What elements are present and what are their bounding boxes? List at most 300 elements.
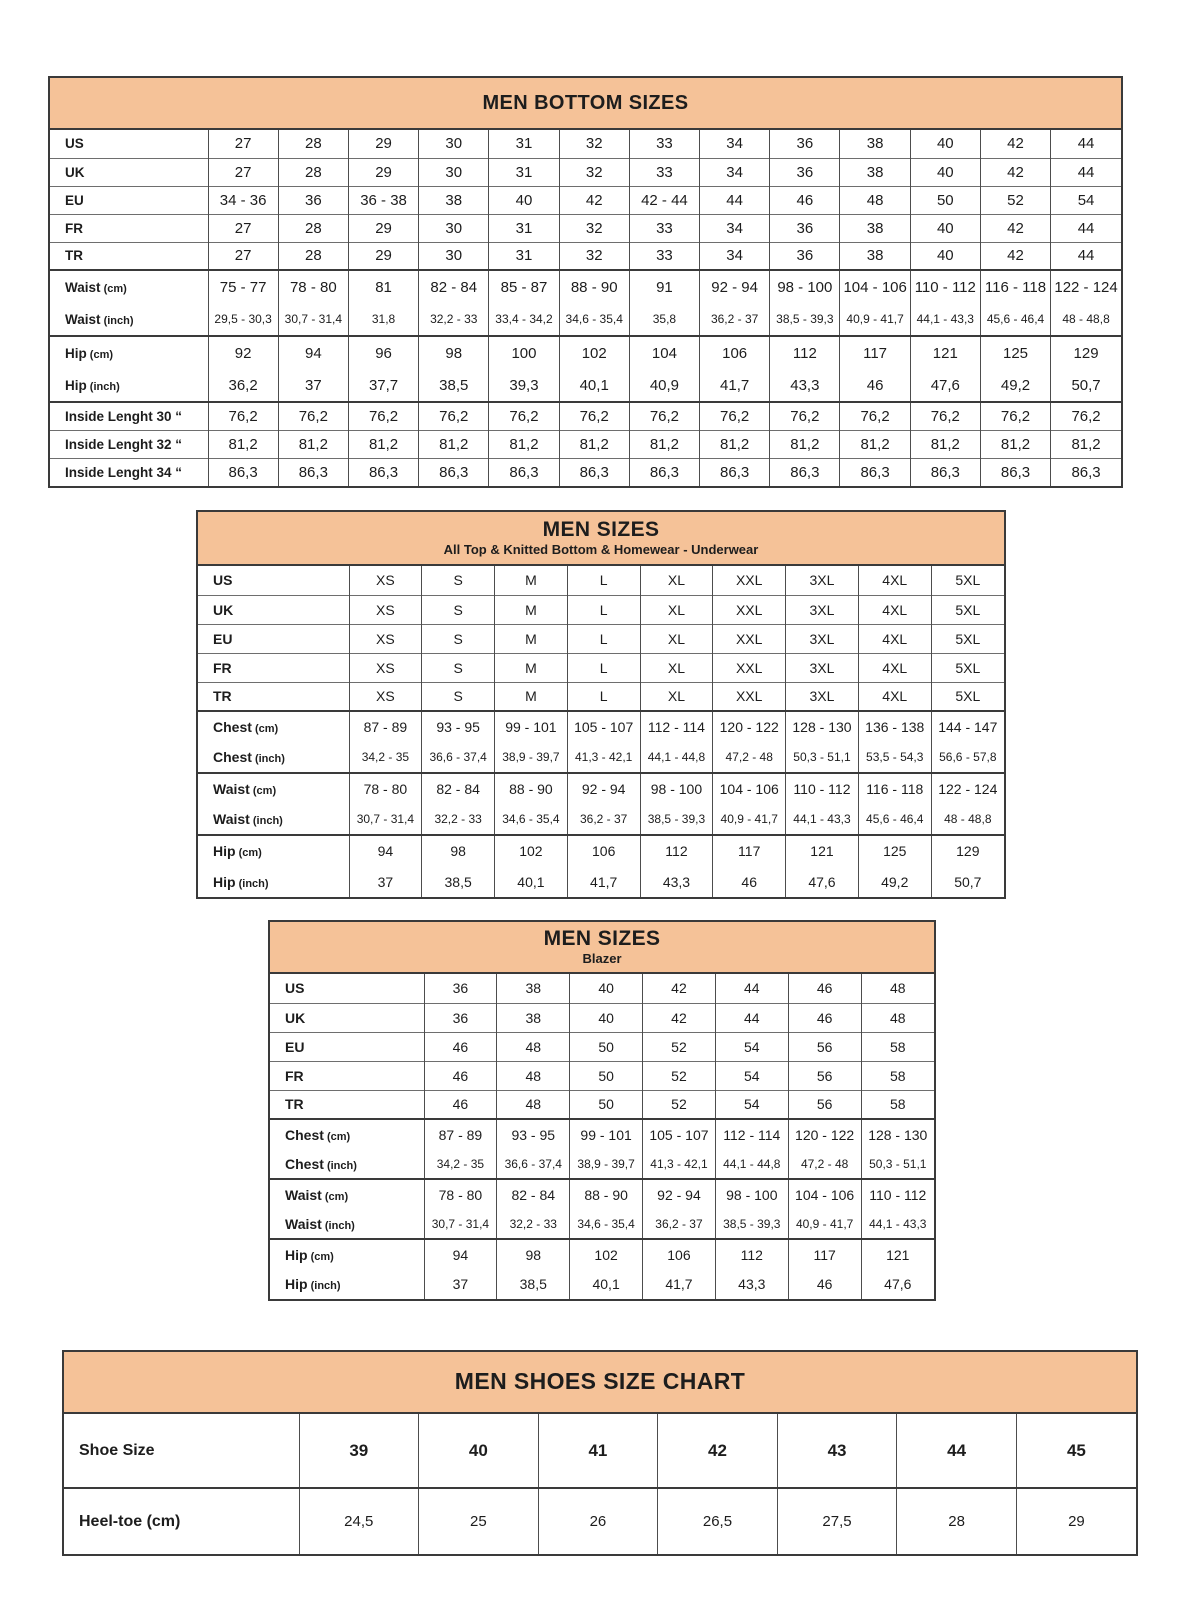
cell-value: 46	[713, 866, 786, 897]
cell-value: 87 - 89	[349, 711, 422, 742]
cell-value: 88 - 90	[559, 270, 629, 303]
cell-value: 44	[715, 1003, 788, 1032]
cell-value: 81,2	[419, 430, 489, 458]
row-label-unit: (cm)	[100, 282, 127, 295]
cell-value: 36,2 - 37	[700, 303, 770, 336]
cell-value: 29	[348, 130, 418, 158]
cell-value: 42	[658, 1414, 778, 1488]
cell-value: 54	[1051, 186, 1121, 214]
row-label-unit: (cm)	[321, 1190, 349, 1203]
cell-value: 121	[861, 1239, 934, 1269]
row-label: Waist (cm)	[50, 270, 208, 303]
table-row	[50, 402, 1121, 430]
cell-value: 40	[570, 974, 643, 1003]
cell-value: 48	[497, 1032, 570, 1061]
cell-value: 27	[208, 130, 278, 158]
cell-value: 76,2	[840, 402, 910, 430]
table-row	[50, 458, 1121, 486]
cell-value: XL	[640, 682, 713, 711]
cell-value: 122 - 124	[1051, 270, 1121, 303]
cell-value: 36	[278, 186, 348, 214]
cell-value: 32	[559, 242, 629, 270]
row-label: US	[285, 980, 305, 997]
cell-value: 40	[910, 214, 980, 242]
cell-value: 86,3	[910, 458, 980, 486]
cell-value: 78 - 80	[424, 1179, 497, 1209]
table-row	[198, 866, 1004, 897]
cell-value: M	[495, 595, 568, 624]
table-row	[270, 1239, 934, 1269]
table-title: MEN SIZES	[542, 518, 660, 542]
table-title: MEN SIZES	[543, 927, 661, 951]
cell-value: 38,5 - 39,3	[770, 303, 840, 336]
cell-value: 36,2 - 37	[567, 804, 640, 835]
row-label-unit: (inch)	[307, 1280, 341, 1292]
cell-value: 41,7	[700, 369, 770, 402]
cell-value: 82 - 84	[419, 270, 489, 303]
cell-value: 86,3	[419, 458, 489, 486]
cell-value: 44	[897, 1414, 1017, 1488]
cell-value: 39	[299, 1414, 419, 1488]
cell-value: 86,3	[559, 458, 629, 486]
row-label-unit: (inch)	[100, 314, 134, 327]
table-row	[270, 1119, 934, 1149]
cell-value: 76,2	[208, 402, 278, 430]
men-sizes-blazer-grid	[270, 974, 934, 1299]
cell-value: 32	[559, 130, 629, 158]
row-label: TR	[270, 1090, 424, 1119]
cell-value: 47,6	[861, 1269, 934, 1299]
cell-value: 122 - 124	[931, 773, 1004, 804]
cell-value: 76,2	[700, 402, 770, 430]
cell-value: 42	[643, 974, 716, 1003]
row-label-unit: (inch)	[86, 380, 120, 393]
men-sizes-tops-table	[196, 510, 1006, 899]
table-row	[270, 1061, 934, 1090]
cell-value: 56	[788, 1090, 861, 1119]
cell-value: 99 - 101	[570, 1119, 643, 1149]
cell-value: 92 - 94	[700, 270, 770, 303]
cell-value: 5XL	[931, 624, 1004, 653]
cell-value: 54	[715, 1032, 788, 1061]
cell-value: 27	[208, 242, 278, 270]
table-row	[270, 974, 934, 1003]
cell-value: 102	[559, 336, 629, 369]
men-bottom-sizes-grid	[50, 130, 1121, 486]
cell-value: 46	[424, 1032, 497, 1061]
cell-value: 33	[629, 214, 699, 242]
cell-value: 38	[840, 130, 910, 158]
table-row	[198, 742, 1004, 773]
cell-value: 38,5	[422, 866, 495, 897]
cell-value: 36,2	[208, 369, 278, 402]
cell-value: 33	[629, 130, 699, 158]
cell-value: 81,2	[348, 430, 418, 458]
cell-value: 50,7	[1051, 369, 1121, 402]
cell-value: 93 - 95	[422, 711, 495, 742]
table-row	[50, 214, 1121, 242]
cell-value: 98 - 100	[715, 1179, 788, 1209]
cell-value: S	[422, 566, 495, 595]
cell-value: 125	[858, 835, 931, 866]
cell-value: XL	[640, 595, 713, 624]
cell-value: 34	[700, 242, 770, 270]
cell-value: 76,2	[348, 402, 418, 430]
cell-value: 105 - 107	[567, 711, 640, 742]
cell-value: 31	[489, 242, 559, 270]
row-label-unit: (inch)	[249, 815, 283, 827]
cell-value: L	[567, 566, 640, 595]
cell-value: 104 - 106	[840, 270, 910, 303]
table-row	[270, 1149, 934, 1179]
cell-value: 43	[777, 1414, 897, 1488]
row-label: Hip (inch)	[65, 377, 120, 393]
cell-value: L	[567, 653, 640, 682]
cell-value: 94	[349, 835, 422, 866]
cell-value: 110 - 112	[786, 773, 859, 804]
row-label: Chest (inch)	[285, 1155, 357, 1172]
row-label: FR	[270, 1061, 424, 1090]
cell-value: 48	[861, 974, 934, 1003]
row-label-unit: (cm)	[323, 1130, 351, 1143]
cell-value: 26	[538, 1488, 658, 1554]
cell-value: 41,3 - 42,1	[567, 742, 640, 773]
cell-value: 3XL	[786, 566, 859, 595]
cell-value: 78 - 80	[349, 773, 422, 804]
men-bottom-sizes-table	[48, 76, 1123, 488]
cell-value: 36,6 - 37,4	[422, 742, 495, 773]
cell-value: 98	[419, 336, 489, 369]
cell-value: 52	[643, 1090, 716, 1119]
cell-value: 42	[559, 186, 629, 214]
cell-value: 136 - 138	[858, 711, 931, 742]
cell-value: 86,3	[348, 458, 418, 486]
table-row	[50, 130, 1121, 158]
cell-value: 40,9 - 41,7	[840, 303, 910, 336]
cell-value: L	[567, 595, 640, 624]
cell-value: 91	[629, 270, 699, 303]
cell-value: 52	[980, 186, 1050, 214]
cell-value: 44	[1051, 242, 1121, 270]
row-label: Hip (inch)	[213, 873, 269, 890]
cell-value: S	[422, 595, 495, 624]
cell-value: 53,5 - 54,3	[858, 742, 931, 773]
table-row	[270, 1179, 934, 1209]
cell-value: 38,9 - 39,7	[495, 742, 568, 773]
cell-value: 112 - 114	[715, 1119, 788, 1149]
cell-value: 112	[770, 336, 840, 369]
men-sizes-blazer-table	[268, 920, 936, 1301]
cell-value: 36	[770, 130, 840, 158]
cell-value: 38	[419, 186, 489, 214]
cell-value: 36	[770, 242, 840, 270]
table-header-band	[64, 1352, 1136, 1414]
cell-value: 30	[419, 242, 489, 270]
cell-value: 28	[278, 214, 348, 242]
cell-value: M	[495, 682, 568, 711]
cell-value: 27	[208, 158, 278, 186]
table-title: MEN SHOES SIZE CHART	[454, 1368, 746, 1395]
cell-value: 34,6 - 35,4	[570, 1209, 643, 1239]
table-row	[270, 1269, 934, 1299]
cell-value: M	[495, 653, 568, 682]
cell-value: 94	[278, 336, 348, 369]
cell-value: 38	[497, 1003, 570, 1032]
cell-value: XS	[349, 624, 422, 653]
table-row	[198, 711, 1004, 742]
cell-value: XXL	[713, 653, 786, 682]
cell-value: 28	[278, 158, 348, 186]
cell-value: 93 - 95	[497, 1119, 570, 1149]
cell-value: 81,2	[770, 430, 840, 458]
men-shoes-size-chart-table	[62, 1350, 1138, 1556]
table-header-band	[270, 922, 934, 974]
cell-value: 106	[700, 336, 770, 369]
cell-value: 37	[349, 866, 422, 897]
cell-value: 34	[700, 158, 770, 186]
cell-value: 47,2 - 48	[713, 742, 786, 773]
cell-value: 117	[788, 1239, 861, 1269]
cell-value: 96	[348, 336, 418, 369]
cell-value: 104 - 106	[713, 773, 786, 804]
cell-value: 38	[840, 214, 910, 242]
cell-value: 110 - 112	[861, 1179, 934, 1209]
cell-value: 27	[208, 214, 278, 242]
cell-value: 76,2	[910, 402, 980, 430]
cell-value: 81,2	[1051, 430, 1121, 458]
cell-value: 42 - 44	[629, 186, 699, 214]
cell-value: 29	[348, 242, 418, 270]
row-label-unit: (cm)	[235, 847, 262, 859]
row-label: Chest (inch)	[213, 749, 285, 765]
cell-value: 3XL	[786, 595, 859, 624]
cell-value: 24,5	[299, 1488, 419, 1554]
cell-value: 36 - 38	[348, 186, 418, 214]
row-label: Hip (inch)	[285, 1276, 341, 1292]
row-label: Hip (cm)	[270, 1239, 424, 1269]
table-row	[198, 682, 1004, 711]
cell-value: 38,5 - 39,3	[640, 804, 713, 835]
table-row	[198, 804, 1004, 835]
cell-value: 105 - 107	[643, 1119, 716, 1149]
cell-value: 40,1	[570, 1269, 643, 1299]
cell-value: 99 - 101	[495, 711, 568, 742]
cell-value: 44	[700, 186, 770, 214]
table-header-band	[50, 78, 1121, 130]
table-header-band	[198, 512, 1004, 566]
row-label-unit: (inch)	[235, 877, 269, 890]
row-label: Hip (cm)	[50, 336, 208, 369]
cell-value: 88 - 90	[570, 1179, 643, 1209]
cell-value: 104 - 106	[788, 1179, 861, 1209]
cell-value: 56	[788, 1032, 861, 1061]
men-shoes-size-chart-grid	[64, 1414, 1136, 1554]
cell-value: 38	[497, 974, 570, 1003]
cell-value: 40,1	[495, 866, 568, 897]
cell-value: 81	[348, 270, 418, 303]
table-row	[270, 1090, 934, 1119]
cell-value: 48	[497, 1090, 570, 1119]
cell-value: 50,7	[931, 866, 1004, 897]
table-row	[198, 835, 1004, 866]
cell-value: 120 - 122	[788, 1119, 861, 1149]
cell-value: 40,9	[629, 369, 699, 402]
cell-value: 29	[348, 214, 418, 242]
cell-value: 76,2	[1051, 402, 1121, 430]
cell-value: 44,1 - 43,3	[910, 303, 980, 336]
cell-value: 44	[1051, 158, 1121, 186]
table-row	[270, 1032, 934, 1061]
row-label: UK	[270, 1003, 424, 1032]
cell-value: 40	[570, 1003, 643, 1032]
cell-value: 76,2	[770, 402, 840, 430]
cell-value: 54	[715, 1090, 788, 1119]
table-row	[50, 242, 1121, 270]
cell-value: 46	[788, 1269, 861, 1299]
table-row	[198, 624, 1004, 653]
table-row	[50, 430, 1121, 458]
cell-value: 98	[497, 1239, 570, 1269]
cell-value: 31	[489, 130, 559, 158]
cell-value: 112	[715, 1239, 788, 1269]
cell-value: 30	[419, 130, 489, 158]
cell-value: 56,6 - 57,8	[931, 742, 1004, 773]
cell-value: 106	[643, 1239, 716, 1269]
table-title: MEN BOTTOM SIZES	[482, 92, 689, 114]
cell-value: 30	[419, 214, 489, 242]
cell-value: 34,6 - 35,4	[495, 804, 568, 835]
cell-value: 56	[788, 1061, 861, 1090]
cell-value: 47,6	[786, 866, 859, 897]
cell-value: XL	[640, 566, 713, 595]
cell-value: 92	[208, 336, 278, 369]
cell-value: 48 - 48,8	[931, 804, 1004, 835]
cell-value: XS	[349, 653, 422, 682]
row-label: Inside Lenght 34 “	[50, 458, 208, 486]
cell-value: 50	[570, 1032, 643, 1061]
cell-value: 76,2	[419, 402, 489, 430]
row-label: UK	[198, 595, 349, 624]
cell-value: 86,3	[1051, 458, 1121, 486]
cell-value: 100	[489, 336, 559, 369]
cell-value: 29	[1016, 1488, 1136, 1554]
cell-value: 82 - 84	[497, 1179, 570, 1209]
cell-value: 42	[643, 1003, 716, 1032]
cell-value: 32,2 - 33	[422, 804, 495, 835]
cell-value: 81,2	[489, 430, 559, 458]
table-row	[50, 303, 1121, 336]
cell-value: 81,2	[980, 430, 1050, 458]
cell-value: 98 - 100	[770, 270, 840, 303]
cell-value: 45,6 - 46,4	[980, 303, 1050, 336]
cell-value: 104	[629, 336, 699, 369]
cell-value: 42	[980, 214, 1050, 242]
cell-value: 32,2 - 33	[419, 303, 489, 336]
cell-value: 40,9 - 41,7	[713, 804, 786, 835]
cell-value: 32,2 - 33	[497, 1209, 570, 1239]
cell-value: 120 - 122	[713, 711, 786, 742]
cell-value: 28	[278, 130, 348, 158]
cell-value: 43,3	[770, 369, 840, 402]
cell-value: 88 - 90	[495, 773, 568, 804]
cell-value: 125	[980, 336, 1050, 369]
cell-value: 54	[715, 1061, 788, 1090]
cell-value: 28	[897, 1488, 1017, 1554]
cell-value: 40,1	[559, 369, 629, 402]
cell-value: 86,3	[980, 458, 1050, 486]
cell-value: 42	[980, 130, 1050, 158]
table-row	[270, 1003, 934, 1032]
cell-value: 38,5	[497, 1269, 570, 1299]
cell-value: 81,2	[910, 430, 980, 458]
table-row	[64, 1414, 1136, 1488]
row-label: Chest (cm)	[270, 1119, 424, 1149]
cell-value: 40	[419, 1414, 539, 1488]
cell-value: 46	[424, 1090, 497, 1119]
table-subtitle: Blazer	[582, 951, 622, 967]
cell-value: S	[422, 653, 495, 682]
cell-value: XS	[349, 682, 422, 711]
table-row	[50, 369, 1121, 402]
cell-value: 4XL	[858, 653, 931, 682]
row-label: Heel-toe (cm)	[64, 1488, 299, 1554]
cell-value: 50	[570, 1090, 643, 1119]
cell-value: 36	[424, 1003, 497, 1032]
cell-value: L	[567, 624, 640, 653]
cell-value: 52	[643, 1061, 716, 1090]
cell-value: L	[567, 682, 640, 711]
cell-value: 33	[629, 158, 699, 186]
cell-value: 29,5 - 30,3	[208, 303, 278, 336]
cell-value: 40,9 - 41,7	[788, 1209, 861, 1239]
cell-value: XS	[349, 566, 422, 595]
table-row	[50, 186, 1121, 214]
cell-value: 48	[497, 1061, 570, 1090]
cell-value: 36,2 - 37	[643, 1209, 716, 1239]
cell-value: 31,8	[348, 303, 418, 336]
cell-value: 94	[424, 1239, 497, 1269]
cell-value: 92 - 94	[567, 773, 640, 804]
cell-value: 34,2 - 35	[349, 742, 422, 773]
cell-value: 87 - 89	[424, 1119, 497, 1149]
cell-value: 5XL	[931, 595, 1004, 624]
cell-value: XL	[640, 624, 713, 653]
cell-value: S	[422, 682, 495, 711]
row-label: Shoe Size	[79, 1441, 155, 1459]
cell-value: 39,3	[489, 369, 559, 402]
cell-value: XS	[349, 595, 422, 624]
cell-value: 42	[980, 242, 1050, 270]
cell-value: 116 - 118	[980, 270, 1050, 303]
cell-value: 46	[424, 1061, 497, 1090]
cell-value: 129	[1051, 336, 1121, 369]
cell-value: 25	[419, 1488, 539, 1554]
cell-value: 3XL	[786, 653, 859, 682]
cell-value: 31	[489, 214, 559, 242]
cell-value: 102	[570, 1239, 643, 1269]
cell-value: XXL	[713, 624, 786, 653]
table-row	[50, 336, 1121, 369]
cell-value: 86,3	[840, 458, 910, 486]
cell-value: 58	[861, 1032, 934, 1061]
table-subtitle: All Top & Knitted Bottom & Homewear - Underwear	[443, 542, 759, 558]
cell-value: XXL	[713, 682, 786, 711]
cell-value: 44	[715, 974, 788, 1003]
cell-value: 33,4 - 34,2	[489, 303, 559, 336]
cell-value: 49,2	[858, 866, 931, 897]
row-label-unit: (cm)	[251, 723, 279, 735]
cell-value: S	[422, 624, 495, 653]
